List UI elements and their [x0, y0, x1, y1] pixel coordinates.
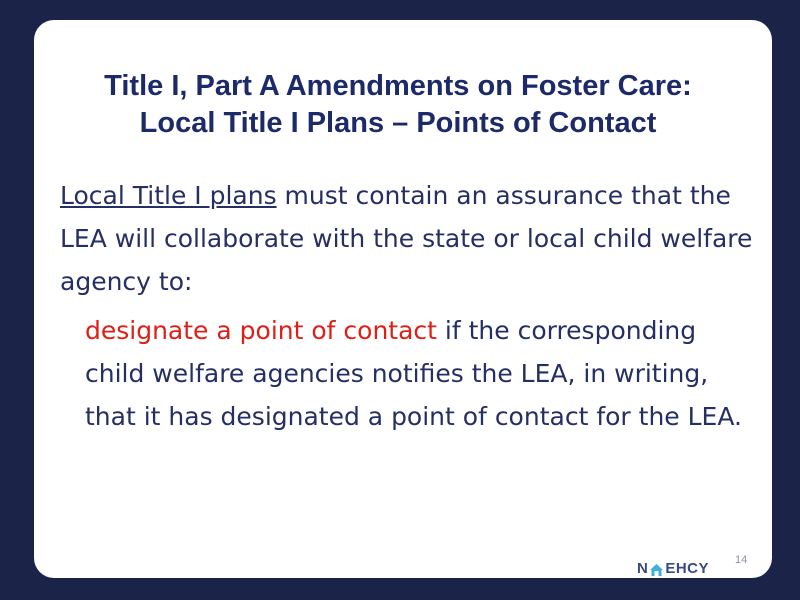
house-icon — [649, 563, 664, 577]
ncehcy-logo: N EHCY — [637, 560, 710, 577]
page-number: 14 — [735, 554, 748, 566]
paragraph-2-text: if the corresponding child welfare agencies notifies the LEA, in writing, that it has designated a point of contact for the LEA. — [85, 316, 742, 431]
slide-title — [34, 68, 762, 142]
local-plans-term: Local Title I plans — [60, 181, 277, 210]
slide — [34, 20, 772, 578]
body-paragraph-2 — [85, 309, 760, 438]
paragraph-1-text: must contain an assurance that the LEA will collaborate with the state or local child welfare agency to: — [60, 181, 753, 296]
title-line-2: Local Title I Plans – Points of Contact — [139, 107, 657, 139]
slide-body — [60, 174, 760, 438]
title-line-1: Title I, Part A Amendments on Foster Care: — [104, 70, 692, 102]
body-paragraph-1 — [60, 174, 760, 303]
highlighted-phrase: designate a point of contact — [85, 316, 437, 345]
